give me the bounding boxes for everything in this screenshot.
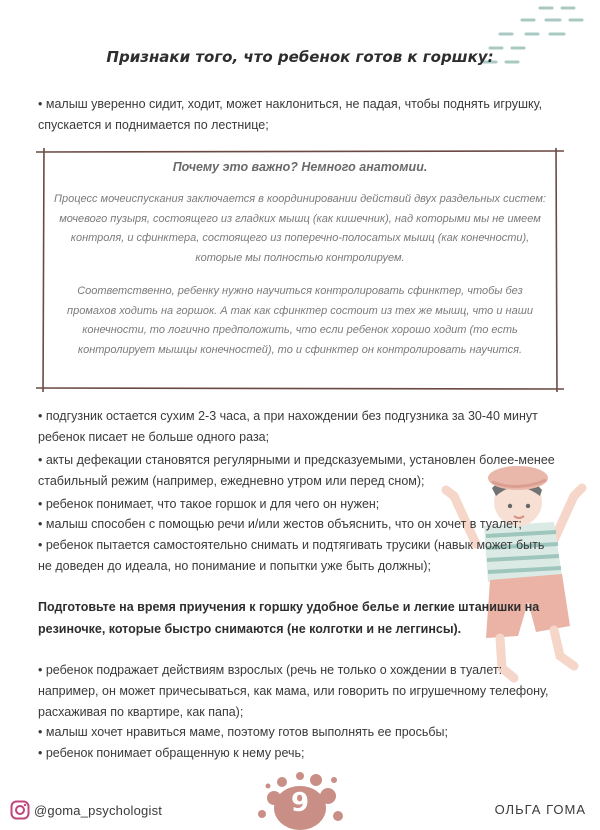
instagram-icon xyxy=(10,800,30,820)
bullet-item: • акты дефекации становятся регулярными и предсказуемыми, установлен более-менее стабильный режим (например, ежедневно утром или перед сном); xyxy=(38,453,555,488)
bullet-item: • малыш уверенно сидит, ходит, может наклониться, не падая, чтобы поднять игрушку, спускается и поднимается по лестнице; xyxy=(38,97,543,132)
instagram-handle: @goma_psychologist xyxy=(34,802,163,818)
bullet-item: • малыш хочет нравиться маме, поэтому готов выполнять ее просьбы; xyxy=(38,725,449,739)
anatomy-info-box xyxy=(36,148,564,392)
page-number: 9 xyxy=(290,788,310,818)
instagram-link[interactable] xyxy=(10,800,162,820)
bullet-item: • ребенок подражает действиям взрослых (речь не только о хождении в туалет: например, он может причесываться, как мама, или говорить по игрушечному телефону, расхаживая по квартире, как папа); xyxy=(38,663,549,719)
box-paragraph: Соответственно, ребенку нужно научиться контролировать сфинктер, чтобы без промахов ходить на горшок. А так как сфинктер состоит из тех же мышц, что и наши конечности, то логично предположить, что если ребенок хорошо ходит (то есть контролирует мышцы конечностей), то и сфинктер он контролировать научится. xyxy=(67,285,533,356)
page-title: Признаки того, что ребенок готов к горшку: xyxy=(106,48,494,66)
box-title: Почему это важно? Немного анатомии. xyxy=(172,160,428,174)
bold-recommendation: Подготовьте на время приучения к горшку удобное белье и легкие штанишки на резиночке, которые быстро снимаются (не колготки и не леггинсы). xyxy=(38,600,540,636)
author-name: ОЛЬГА ГОМА xyxy=(494,802,586,817)
decorative-dashes xyxy=(480,0,590,80)
bullet-item: • ребенок понимает обращенную к нему речь; xyxy=(38,746,305,760)
box-paragraph: Процесс мочеиспускания заключается в координировании действий двух раздельных систем: мочевого пузыря, состоящего из гладких мышц (как кишечник), над которыми мы не имеем контроля, и сфинктера, состоящего из поперечно-полосатых мышц (как конечности), которые мы полностью контролируем. xyxy=(54,193,546,264)
bullet-item: • ребенок пытается самостоятельно снимать и подтягивать трусики (навык может быть не доведен до идеала, но понимание и попытки уже быть должны); xyxy=(38,538,545,573)
bullet-item: • малыш способен с помощью речи и/или жестов объяснить, что он хочет в туалет; xyxy=(38,517,522,531)
bullet-item: • ребенок понимает, что такое горшок и для чего он нужен; xyxy=(38,497,380,511)
bullet-item: • подгузник остается сухим 2-3 часа, а при нахождении без подгузника за 30-40 минут ребенок писает не больше одного раза; xyxy=(38,409,538,444)
